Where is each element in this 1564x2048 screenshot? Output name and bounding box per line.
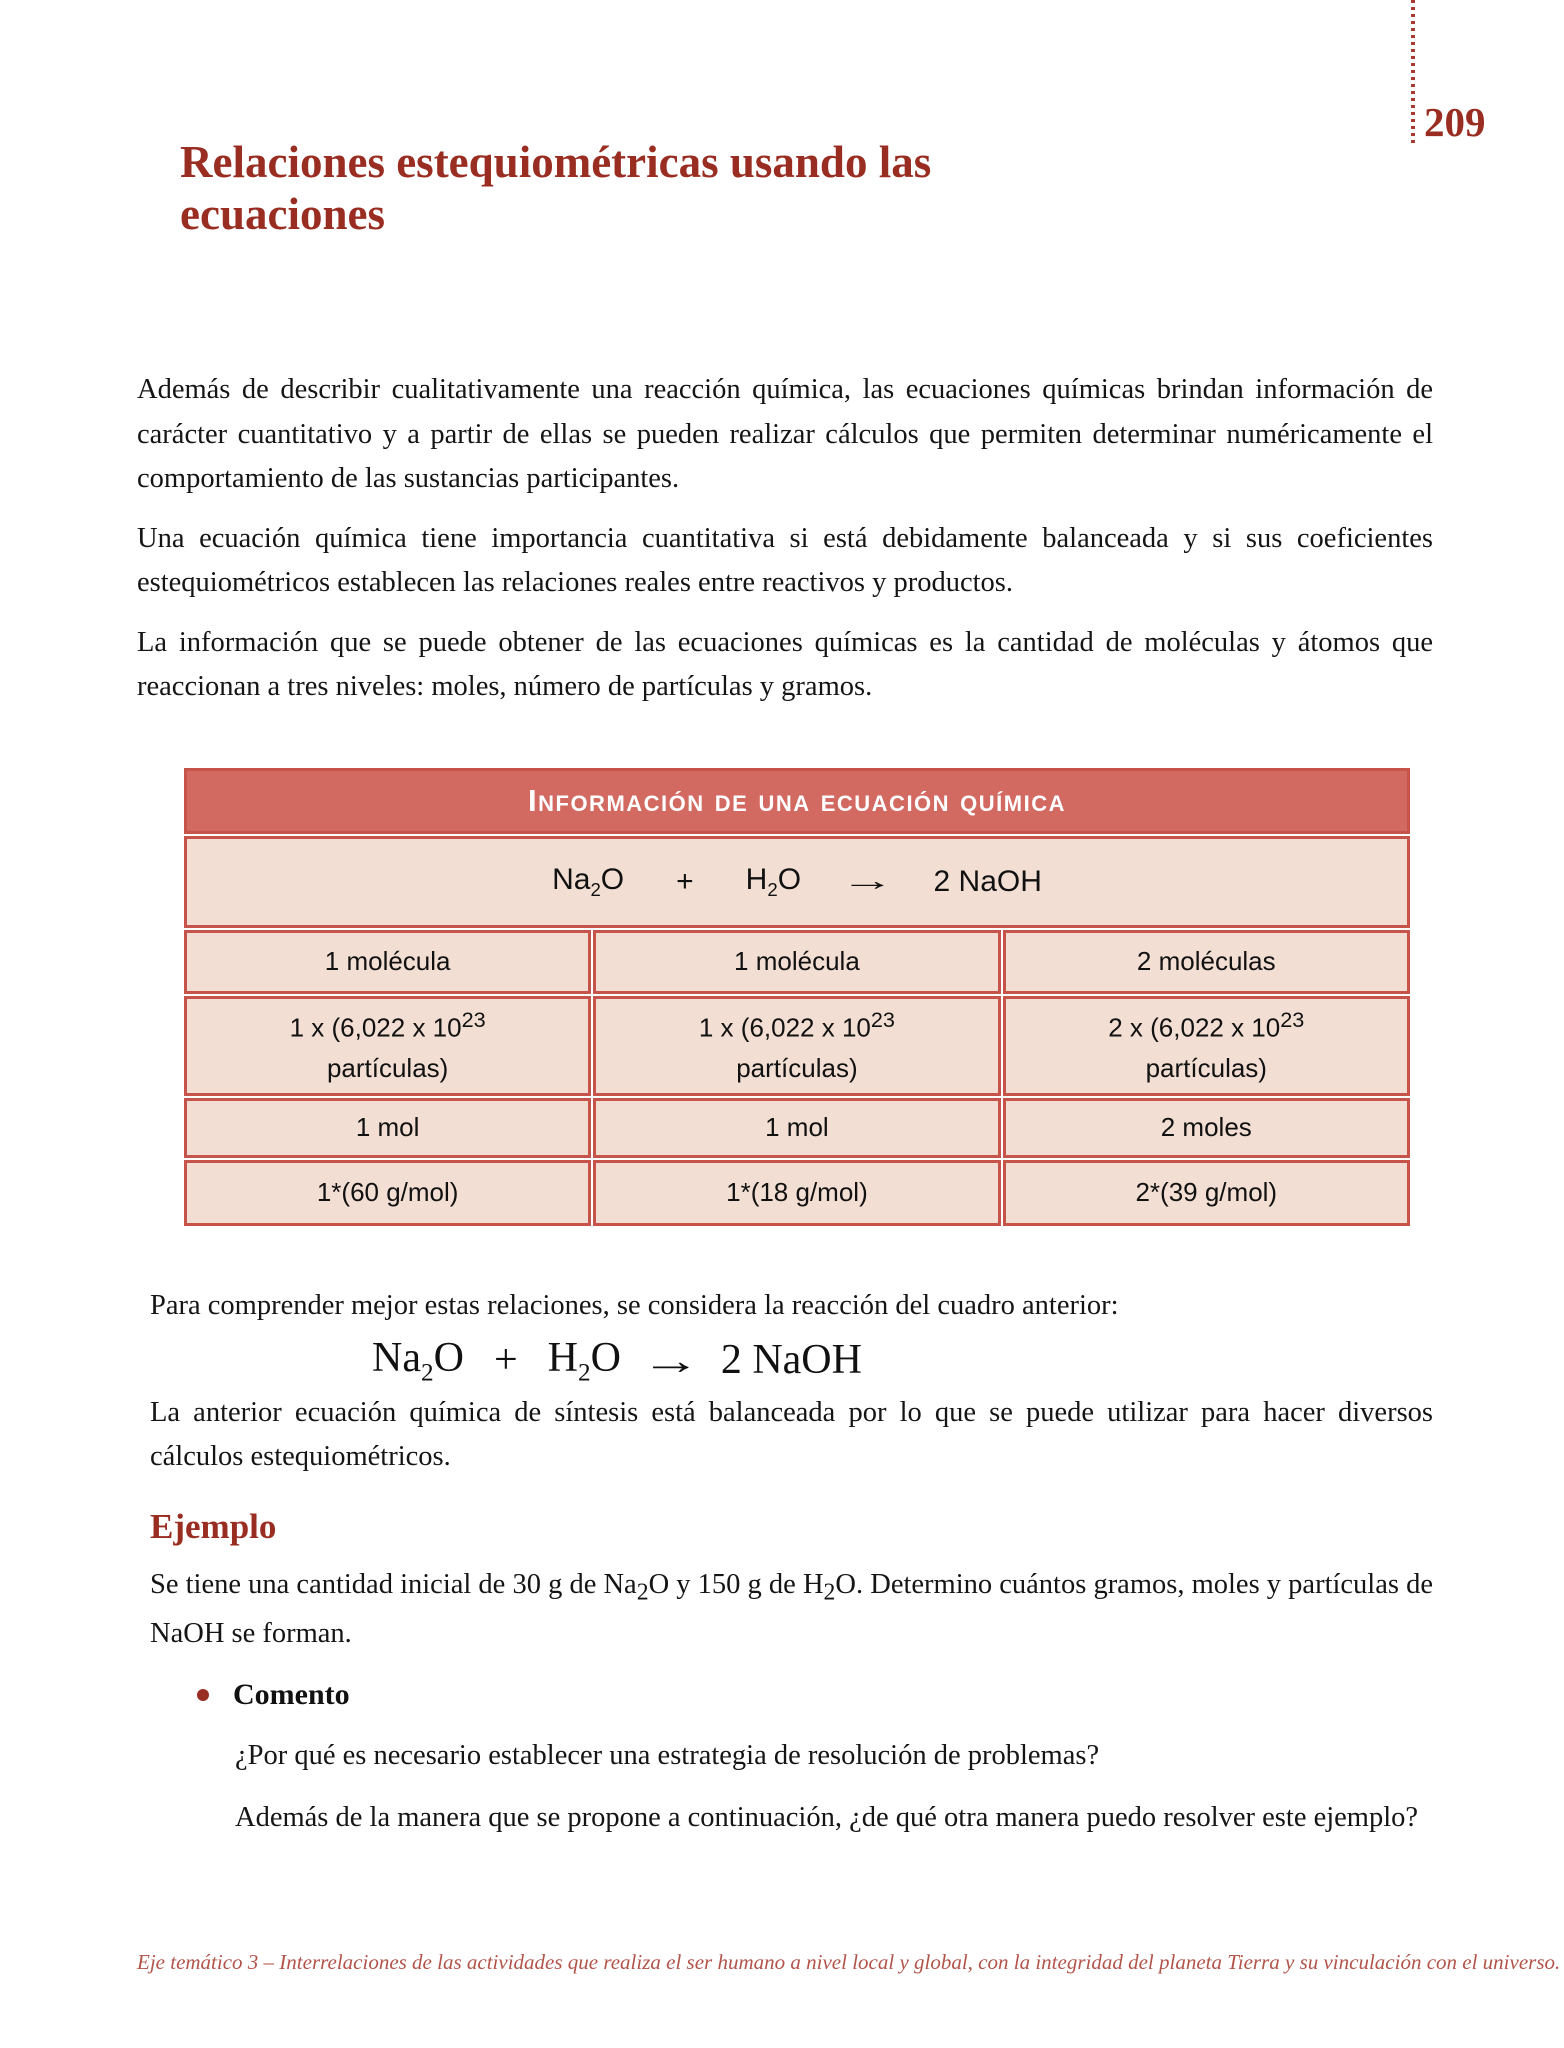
intro-paragraph-2: Una ecuación química tiene importancia cuantitativa si está debidamente balanceada y si sus coeficientes estequiométricos establecen las relaciones reales entre reactivos y productos. (137, 522, 1433, 599)
main-content (137, 368, 1433, 1840)
cell-molecules-1: 1 molécula (184, 930, 591, 994)
table-equation-row (184, 836, 1410, 928)
comment-label: Comento (233, 1678, 350, 1712)
cell-particles-3: 2 x (6,022 x $10^{23}$ partículas) (1003, 996, 1410, 1096)
example-heading: Ejemplo (150, 1507, 277, 1547)
intro-paragraph-3: La información que se puede obtener de las ecuaciones químicas es la cantidad de moléculas y átomos que reaccionan a tres niveles: moles, número de partículas y gramos. (137, 627, 1433, 703)
footer-note: Eje temático 3 – Interrelaciones de las actividades que realiza el ser humano a nivel local y global, con la integridad del planeta Tierra y su vinculación con el universo. (137, 1950, 1561, 1974)
balance-note: La anterior ecuación química de síntesis está balanceada por lo que se puede utilizar para hacer diversos cálculos estequiométricos. (150, 1397, 1433, 1473)
cell-moles-1: 1 mol (184, 1098, 591, 1158)
question-2: Además de la manera que se propone a continuación, ¿de qué otra manera puedo resolver este ejemplo? (235, 1802, 1419, 1834)
table-equation (187, 863, 1407, 901)
equation-reactant-1: $Na_2O$ (552, 862, 625, 900)
right-arrow-icon: → (840, 865, 895, 898)
dotted-divider (1411, 0, 1415, 146)
info-table (182, 766, 1412, 1228)
right-arrow-icon: → (640, 1337, 701, 1383)
plus-sign: + (676, 864, 694, 898)
intro-paragraph-1: Además de describir cualitativamente una reacción química, las ecuaciones químicas brindan información de carácter cuantitativo y a partir de ellas se pueden realizar cálculos que permiten determinar numéricamente el comportamiento de las sustancias participantes. (137, 374, 1433, 494)
bullet-icon (197, 1689, 209, 1701)
example-body: Se tiene una cantidad inicial de 30 g de $Na_2O$ y 150 g de $H_2O$. Determino cuántos gramos, moles y partículas de NaOH se forman. (150, 1569, 1433, 1649)
equation-product: 2 NaOH (720, 1337, 862, 1384)
cell-moles-2: 1 mol (593, 1098, 1000, 1158)
after-table-intro: Para comprender mejor estas relaciones, se considera la reacción del cuadro anterior: (150, 1289, 1119, 1321)
equation-reactant-2: $H_2O$ (547, 1334, 621, 1387)
cell-grams-3: 2*(39 g/mol) (1003, 1160, 1410, 1226)
page-number: 209 (1424, 99, 1486, 145)
cell-grams-1: 1*(60 g/mol) (184, 1160, 591, 1226)
cell-moles-3: 2 moles (1003, 1098, 1410, 1158)
equation-reactant-1: $Na_2O$ (372, 1334, 464, 1387)
cell-particles-1: 1 x (6,022 x $10^{23}$ partículas) (184, 996, 591, 1096)
page-title: Relaciones estequiométricas usando las ecuaciones (180, 137, 932, 240)
equation-reactant-2: $H_2O$ (745, 862, 802, 900)
display-equation (137, 1334, 1097, 1387)
cell-particles-2: 1 x (6,022 x $10^{23}$ partículas) (593, 996, 1000, 1096)
cell-molecules-2: 1 molécula (593, 930, 1000, 994)
cell-grams-2: 1*(18 g/mol) (593, 1160, 1000, 1226)
table-title: Información de una ecuación química (184, 768, 1410, 834)
question-1: ¿Por qué es necesario establecer una estrategia de resolución de problemas? (235, 1740, 1100, 1772)
equation-product: 2 NaOH (933, 864, 1042, 898)
plus-sign: + (493, 1337, 518, 1384)
comment-bullet-row (197, 1678, 1433, 1712)
cell-molecules-3: 2 moléculas (1003, 930, 1410, 994)
